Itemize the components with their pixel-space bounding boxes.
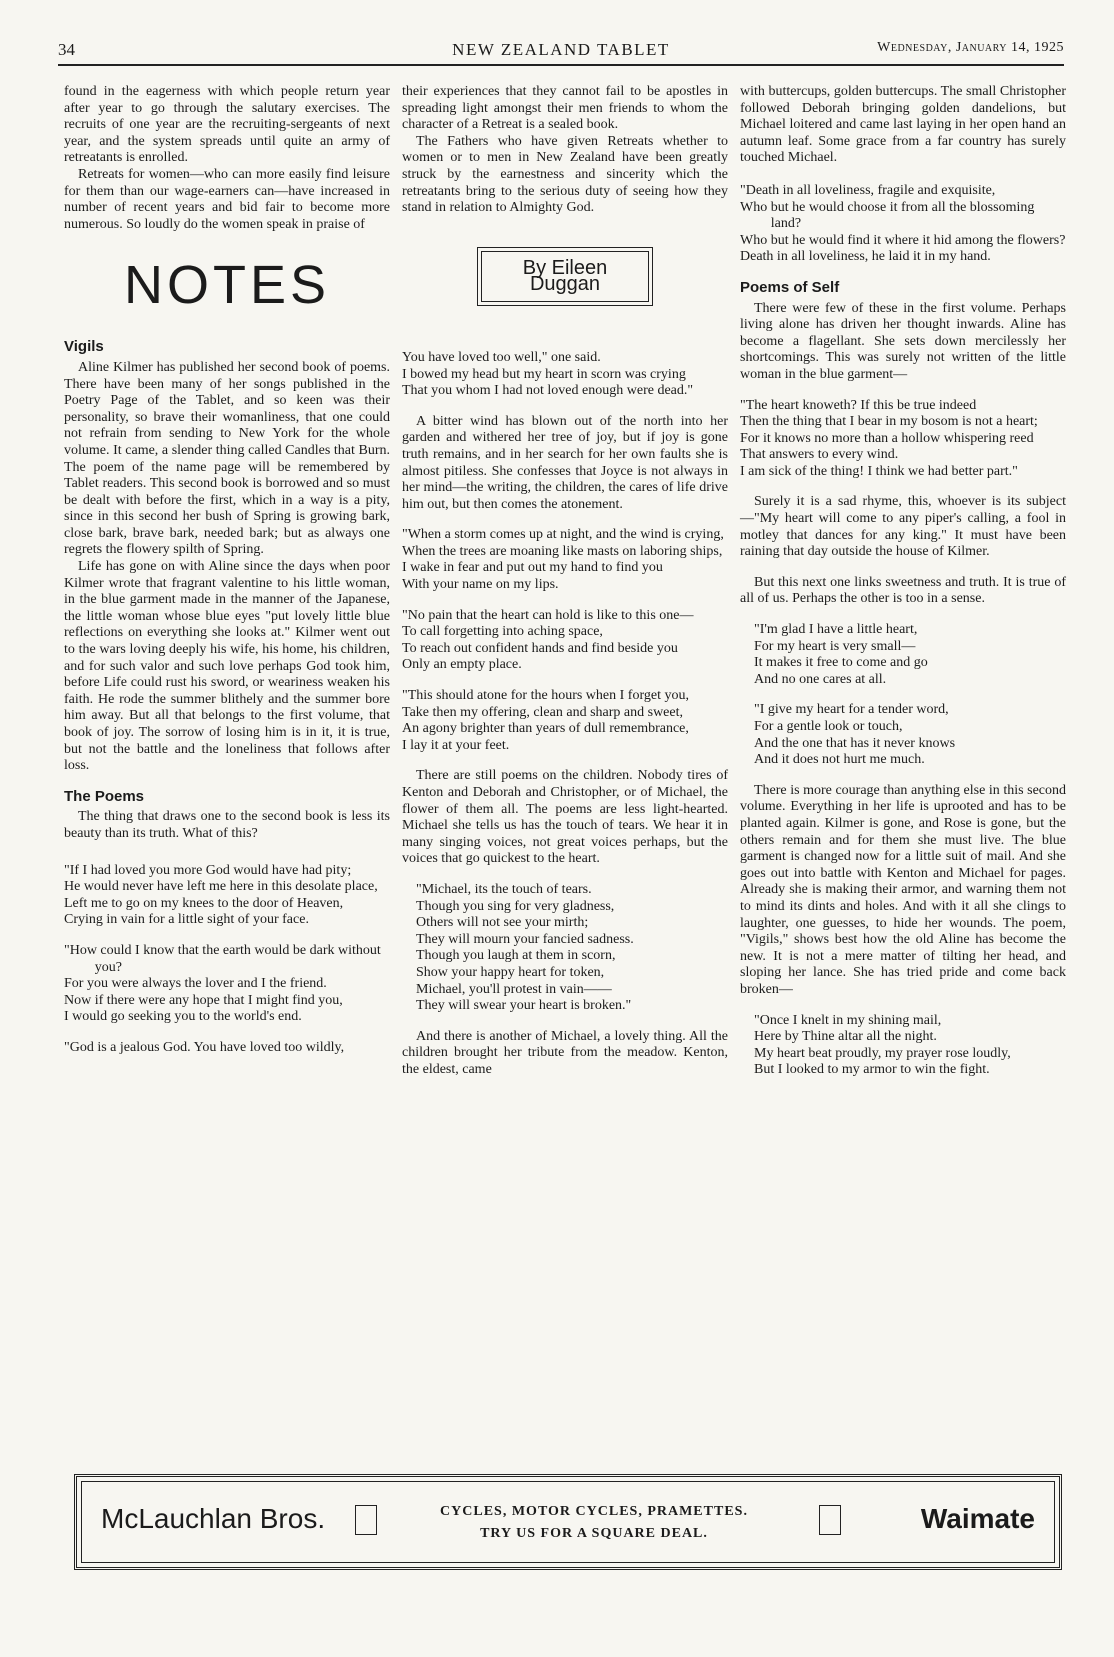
notes-title: NOTES (123, 255, 331, 316)
paragraph: The Fathers who have given Retreats whether to women or to men in New Zealand have been greatly struck by the earnestness and sincerity which the retreatants bring to the serious duty of seeing how they stand in relation to Almighty God. (402, 133, 728, 216)
paragraph: There are still poems on the children. Nobody tires of Kenton and Deborah and Christopher, or of Michael, the flower of them all. The poems are less light-hearted. Michael she tells us has the touch of tears. We hear it in many singing voices, not great voices perhaps, but the voices that go quickest to the heart. (402, 768, 728, 867)
poem-stanza (740, 622, 1066, 688)
paragraph: There is more courage than anything else in this second volume. Everything in her life is uprooted and has to be planted again. Kilmer is gone, and Rose is gone, but the others remain and for them she must live. The blue garment is changed now for a little suit of mail. And she goes out into battle with Kenton and Michael for pages. Already she is making their armor, and warning them not to mind its dints and holes. And with it all she clings to laughter, one guesses, to hide her wounds. The poem, "Vigils," shows best how the old Aline has become the new. It is not a mere matter of tilting her head, and sloping her lance. She has tried pride and come back broken— (740, 782, 1066, 997)
poem-line: "How could I know that the earth would be dark without you? (64, 942, 381, 975)
advertisement-box (74, 1474, 1062, 1570)
poem-line: For my heart is very small— (754, 638, 916, 654)
paragraph: their experiences that they cannot fail to be apostles in spreading light amongst their men friends to whom the character of a Retreat is a sealed book. (402, 84, 728, 133)
ad-slogan-line: CYCLES, MOTOR CYCLES, PRAMETTES. (440, 1504, 748, 1519)
column-1 (64, 84, 390, 1071)
paragraph: with buttercups, golden buttercups. The small Christopher followed Deborah bringing golden dandelions, but Michael loitered and came last laying in her open hand an autumn leaf. Some grace from a far country has surely touched Michael. (740, 84, 1066, 166)
section-heading-vigils: Vigils (64, 338, 104, 356)
section-heading-poems: The Poems (64, 787, 145, 805)
poem-line: "I give my heart for a tender word, (754, 702, 949, 718)
poem-line: When the trees are moaning like masts on laboring ships, (402, 543, 723, 559)
poem-line: Michael, you'll protest in vain—— (416, 981, 612, 997)
poem-line: That answers to every wind. (740, 447, 899, 463)
poem-line: It makes it free to come and go (754, 655, 928, 671)
poem-line: "God is a jealous God. You have loved too wildly, (64, 1039, 345, 1055)
poem-stanza (64, 863, 390, 929)
poem-line: My heart beat proudly, my prayer rose loudly, (754, 1045, 1011, 1061)
poem-line: "Once I knelt in my shining mail, (754, 1012, 942, 1028)
column-3 (740, 84, 1066, 1093)
paragraph: Aline Kilmer has published her second book of poems. There have been many of her songs published in the Poetry Page of the Tablet, and so keen was their personality, so brave their womanliness, that one could not refrain from sending to New York for the whole volume. It came, a slender thing called Candles that Burn. The poem of the name page will be remembered by Tablet readers. This second book is borrowed and so must be dealt with before the first, which in a way is a pity, since in this second her bush of Spring is growing bark, close bark, brave bark, needed bark; but as always one regrets the flowery spilth of Spring. (64, 359, 390, 558)
poem-line: To call forgetting into aching space, (402, 624, 603, 640)
poem-line: Left me to go on my knees to the door of Heaven, (64, 895, 344, 911)
poem-line: For a gentle look or touch, (754, 719, 903, 734)
poem-line: They will mourn your fancied sadness. (416, 931, 634, 947)
poem-line: Though you sing for very gladness, (416, 898, 615, 914)
paragraph: But this next one links sweetness and truth. It is true of all of us. Perhaps the other is too in a sense. (740, 574, 1066, 607)
paragraph: A bitter wind has blown out of the north into her garden and withered her tree of joy, but if joy is gone truth remains, and in her search for her own faults she is almost pitiless. She confesses that Joyce is not always in her mind—the writing, the children, the cares of life drive him out, but then comes the atonement. (402, 413, 728, 512)
poem-line: I bowed my head but my heart in scorn was crying (402, 366, 686, 382)
poem-line: I lay it at your feet. (402, 737, 510, 753)
poem-line: "I'm glad I have a little heart, (754, 622, 918, 638)
poem-line: Take then my offering, clean and sharp and sweet, (402, 704, 683, 720)
poem-line: But I looked to my armor to win the fight. (754, 1062, 990, 1078)
poem-line: And no one cares at all. (754, 671, 887, 687)
poem-line: They will swear your heart is broken." (416, 998, 632, 1014)
ad-slogan-line: TRY US FOR A SQUARE DEAL. (480, 1526, 708, 1541)
poem-line: Crying in vain for a little sight of your face. (64, 912, 309, 928)
poem-line: Who but he would find it where it hid among the flowers? (740, 232, 1066, 248)
poem-line: That you whom I had not loved enough were dead." (402, 383, 694, 399)
poem-line: Who but he would choose it from all the blossoming land? (740, 199, 1035, 232)
paragraph: Surely it is a sad rhyme, this, whoever is its subject—"My heart will come to any piper's calling, a fool in motley that dances for any king." It must have been raining that day outside the house of Kilmer. (740, 494, 1066, 560)
ad-slogan (429, 1501, 759, 1545)
issue-date: Wednesday, January 14, 1925 (877, 40, 1064, 55)
poem-stanza (402, 688, 728, 754)
page-header (58, 40, 1064, 62)
poem-line: I wake in fear and put out my hand to find you (402, 560, 663, 576)
poem-stanza (402, 882, 728, 1015)
poem-line: "Death in all loveliness, fragile and exquisite, (740, 182, 996, 198)
poem-line: To reach out confident hands and find beside you (402, 640, 678, 656)
poem-stanza (402, 608, 728, 674)
poem-line: An agony brighter than years of dull remembrance, (402, 721, 689, 737)
ad-square-ornament (355, 1505, 377, 1535)
poem-line: And the one that has it never knows (754, 735, 956, 751)
poem-line: "The heart knoweth? If this be true indeed (740, 397, 977, 413)
poem-stanza (64, 943, 390, 1026)
poem-line: Though you laugh at them in scorn, (416, 948, 616, 964)
poem-line: I am sick of the thing! I think we had better part." (740, 463, 1018, 479)
paragraph: And there is another of Michael, a lovely thing. All the children brought her tribute from the meadow. Kenton, the eldest, came (402, 1028, 728, 1077)
byline: By Eileen Duggan (481, 251, 649, 302)
section-heading-poems-of-self: Poems of Self (740, 278, 840, 296)
poem-line: For you were always the lover and I the friend. (64, 976, 327, 992)
byline-box (477, 247, 653, 306)
poem-line: "If I had loved you more God would have had pity; (64, 862, 352, 878)
poem-line: With your name on my lips. (402, 577, 559, 593)
poem-line: He would never have left me here in this desolate place, (64, 879, 378, 895)
poem-stanza (402, 350, 728, 400)
poem-line: "This should atone for the hours when I forget you, (402, 688, 689, 704)
ad-town-name: Waimate (920, 1503, 1035, 1534)
poem-stanza (740, 398, 1066, 481)
poem-line: "No pain that the heart can hold is like to this one— (402, 607, 694, 623)
poem-line: "When a storm comes up at night, and the wind is crying, (402, 527, 724, 543)
poem-line: Only an empty place. (402, 657, 522, 673)
poem-line: Now if there were any hope that I might find you, (64, 992, 343, 1008)
poem-line: You have loved too well," one said. (402, 349, 601, 365)
poem-stanza (402, 527, 728, 593)
poem-stanza (64, 1040, 390, 1057)
poem-line: Death in all loveliness, he laid it in my hand. (740, 249, 991, 265)
poem-stanza (740, 1013, 1066, 1079)
column-2 (402, 84, 728, 1079)
poem-line: And it does not hurt me much. (754, 752, 925, 768)
paragraph: Life has gone on with Aline since the days when poor Kilmer wrote that fragrant valentine to his little woman, in the blue garment made in the manner of the Japanese, the little woman whose blue eyes "put lovely little blue reflections on everything she looks at." Kilmer went out to the wars loving deeply his wife, his home, his children, and for such valor and such love perhaps God took him, before Life could rust his sword, or weariness weaken his faith. He rode the summer blithely and the summer bore him away. But all that belongs to the first volume, that book of joy. The sorrow of losing him is in it, it is true, but not the battle and the loneliness that follows after loss. (64, 559, 390, 774)
poem-line: "Michael, its the touch of tears. (416, 881, 592, 897)
ad-square-ornament (819, 1505, 841, 1535)
paragraph: The thing that draws one to the second book is less its beauty than its truth. What of this? (64, 809, 390, 841)
poem-stanza (740, 702, 1066, 768)
ad-company-name: McLauchlan Bros. (101, 1503, 326, 1534)
poem-line: Then the thing that I bear in my bosom is not a heart; (740, 414, 1038, 430)
poem-line: Others will not see your mirth; (416, 915, 589, 931)
page-number: 34 (58, 40, 75, 59)
paragraph: There were few of these in the first volume. Perhaps living alone has driven her thought inwards. Aline has become a flagellant. She sets down mercilessly her shortcomings. This was surely not written of the little woman in the blue garment— (740, 300, 1066, 382)
poem-line: For it knows no more than a hollow whispering reed (740, 430, 1034, 446)
poem-line: Here by Thine altar all the night. (754, 1029, 937, 1045)
poem-stanza (740, 183, 1066, 266)
paragraph: Retreats for women—who can more easily find leisure for them than our wage-earners can—have increased in number of recent years and bid fair to become more numerous. So loudly do the women speak in praise of (64, 166, 390, 232)
poem-line: Show your happy heart for token, (416, 964, 605, 980)
paragraph: found in the eagerness with which people return year after year to go through the salutary exercises. The recruits of one year are the recruiting-sergeants of next year, and the system spreads until quite an army of retreatants is enrolled. (64, 84, 390, 166)
header-rule (58, 64, 1064, 66)
poem-line: I would go seeking you to the world's end. (64, 1009, 302, 1025)
publication-title: NEW ZEALAND TABLET (452, 40, 670, 59)
